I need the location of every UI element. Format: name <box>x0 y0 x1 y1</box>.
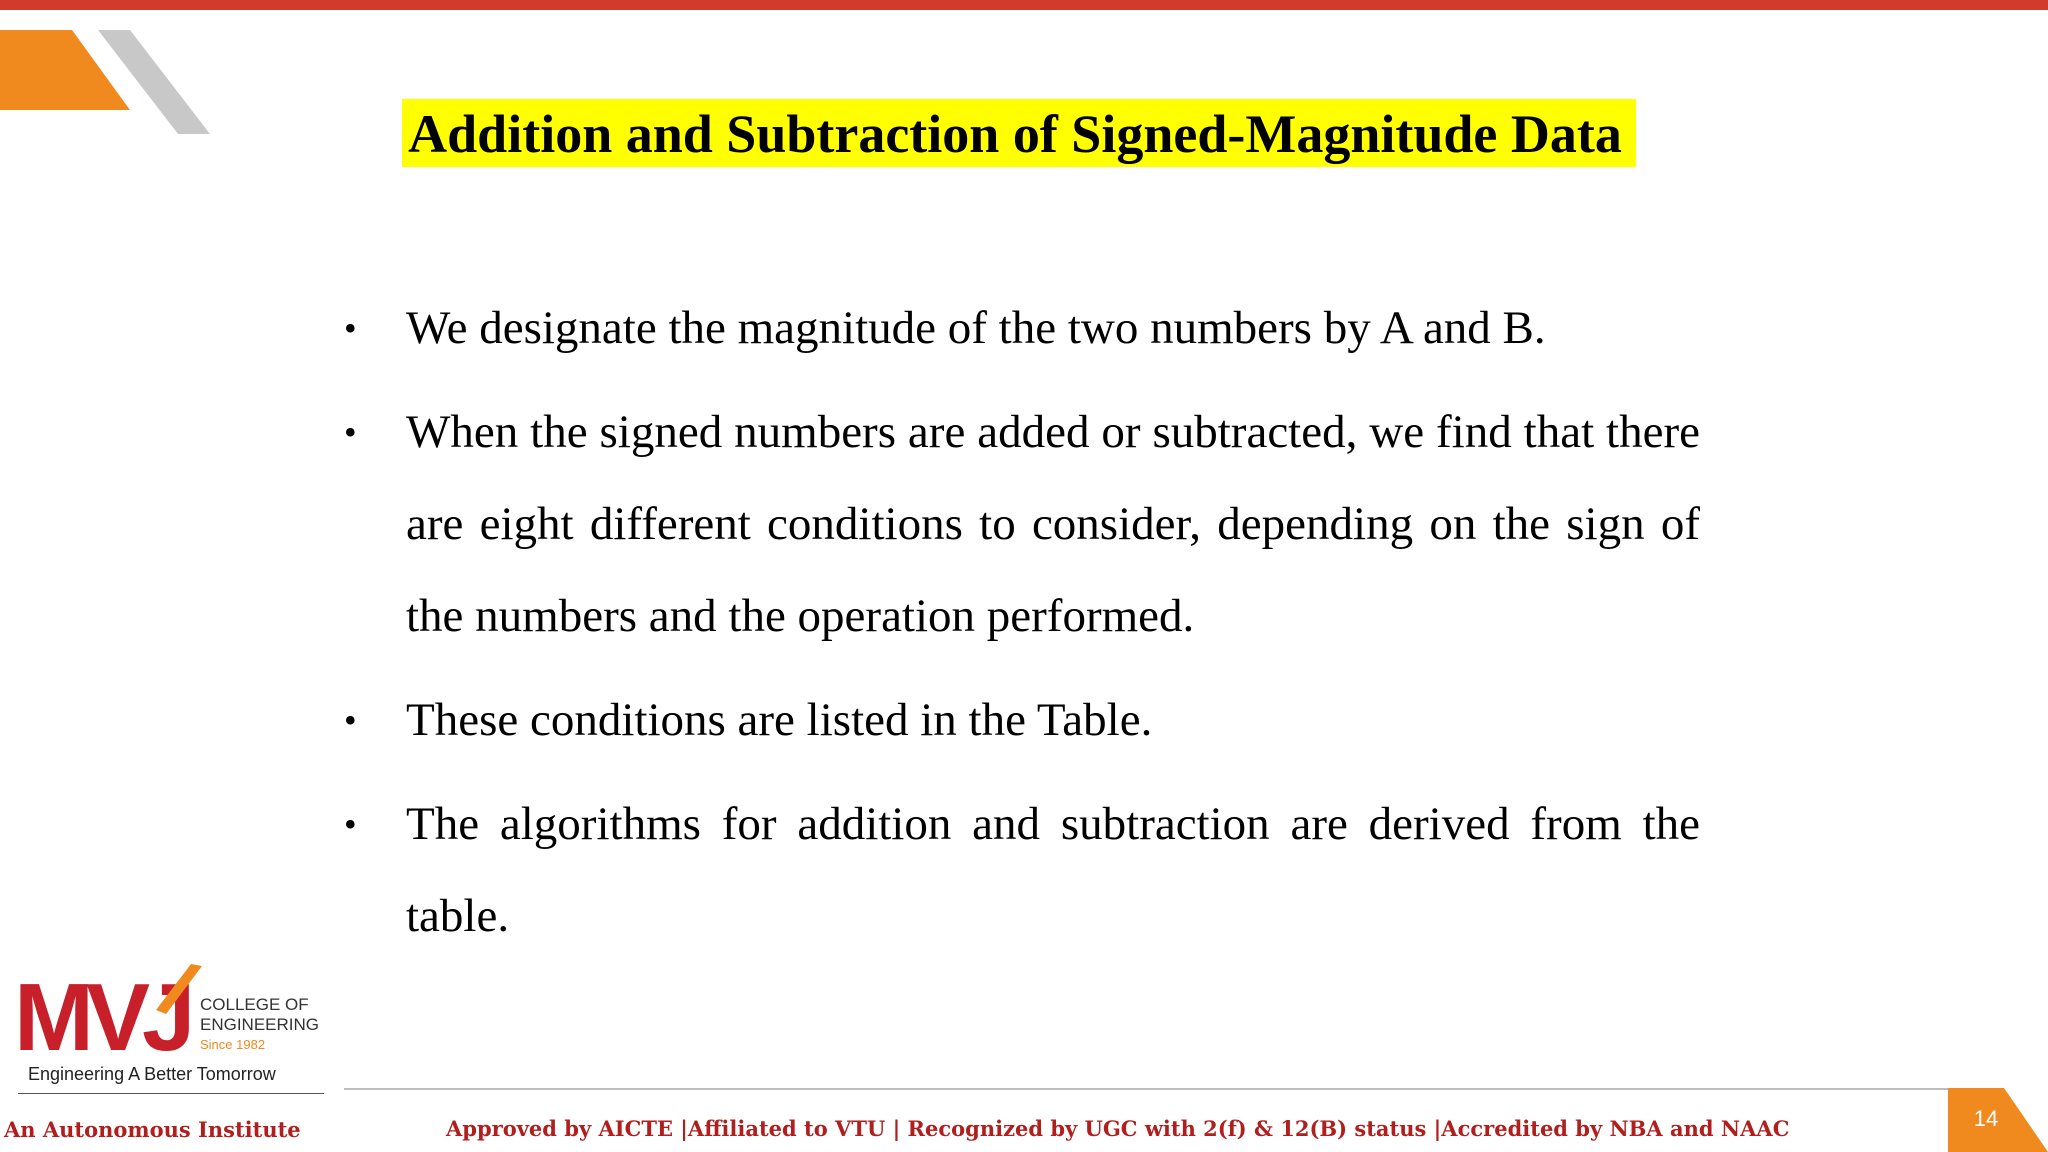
top-accent-bar <box>0 0 2048 10</box>
bullet-item <box>344 674 1700 766</box>
bullet-text: When the signed numbers are added or subtracted, we find that there are eight different conditions to consider, depending on the sign of the numbers and the operation performed. <box>406 406 1700 642</box>
logo-college-line2: ENGINEERING <box>200 1015 320 1034</box>
footer-divider <box>344 1088 1948 1090</box>
slide-title: Addition and Subtraction of Signed-Magnitude Data <box>402 99 1636 167</box>
bullet-marker: • <box>344 804 357 844</box>
bullet-marker: • <box>344 308 357 348</box>
logo-college-line1: COLLEGE OF <box>200 995 309 1014</box>
bullet-item <box>344 282 1700 374</box>
title-container <box>0 99 2048 167</box>
bullet-text: We designate the magnitude of the two numbers by A and B. <box>406 302 1546 354</box>
autonomous-institute-label: An Autonomous Institute <box>4 1117 301 1142</box>
logo-letters: MVJ <box>14 964 188 1071</box>
page-number: 14 <box>1973 1106 1999 1131</box>
bullet-marker: • <box>344 412 357 452</box>
logo-since: Since 1982 <box>200 1037 266 1052</box>
accreditation-text: Approved by AICTE |Affiliated to VTU | Recognized by UGC with 2(f) & 12(B) status |Accredited by NBA and NAAC <box>446 1116 1790 1141</box>
bullet-list <box>344 282 1700 974</box>
bullet-item <box>344 778 1700 962</box>
bullet-marker: • <box>344 700 357 740</box>
bullet-item <box>344 386 1700 662</box>
bullet-text: These conditions are listed in the Table. <box>406 694 1153 746</box>
logo-tagline: Engineering A Better Tomorrow <box>28 1064 276 1084</box>
logo-divider <box>18 1093 324 1094</box>
bullet-text: The algorithms for addition and subtraction are derived from the table. <box>406 798 1700 942</box>
